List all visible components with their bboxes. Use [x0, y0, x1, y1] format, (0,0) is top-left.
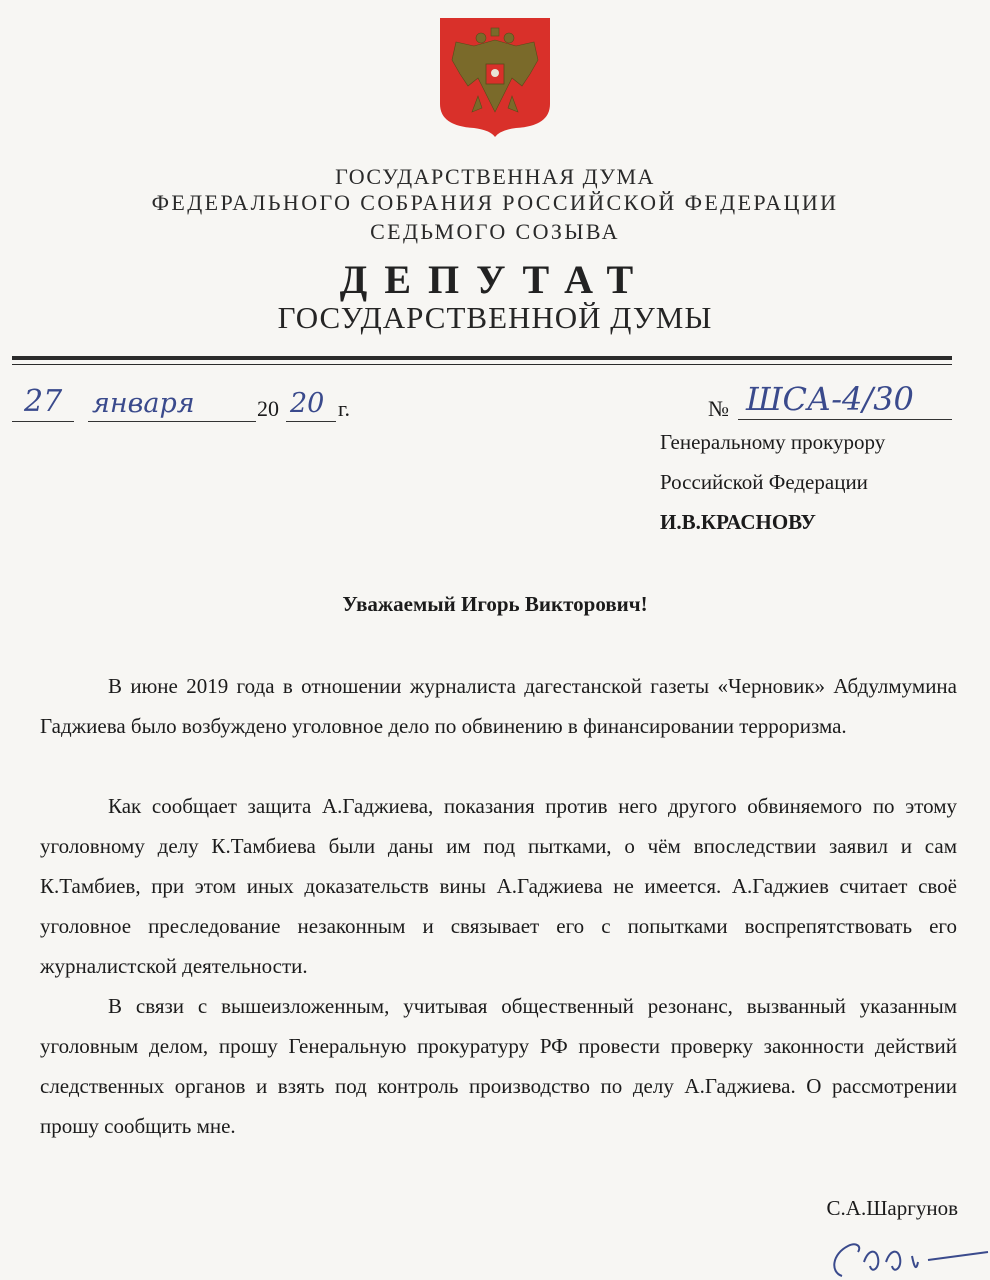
header-line-2: ФЕДЕРАЛЬНОГО СОБРАНИЯ РОССИЙСКОЙ ФЕДЕРАЦИИ — [151, 190, 839, 215]
salutation: Уважаемый Игорь Викторович! — [342, 592, 648, 616]
coat-of-arms-emblem — [438, 16, 552, 138]
date-year-prefix: 20 — [257, 396, 279, 421]
date-day-underline — [12, 421, 74, 422]
date-year-underline — [286, 421, 336, 422]
body-paragraph-2: Как сообщает защита А.Гаджиева, показания против него другого обвиняемого по этому уголовному делу К.Тамбиева были даны им под пытками, о чём впоследствии заявил и сам К.Тамбиев, при этом иных доказательств вины А.Гаджиева не имеется. А.Гаджиев считает своё уголовное преследование незаконным и связывает его с попытками воспрепятствовать его журналистской деятельности. — [40, 794, 957, 978]
header-line-3: СЕДЬМОГО СОЗЫВА — [370, 219, 620, 244]
date-month-handwritten: января — [92, 388, 195, 419]
date-year-handwritten: 20 — [290, 388, 325, 419]
header-line-1: ГОСУДАРСТВЕННАЯ ДУМА — [335, 164, 655, 189]
date-month-underline — [88, 421, 256, 422]
addressee-name: И.В.КРАСНОВУ — [660, 510, 816, 534]
signatory-name: С.А.Шаргунов — [826, 1196, 958, 1220]
handwritten-signature — [820, 1232, 990, 1280]
letterhead-title: ДЕПУТАТ — [339, 257, 651, 302]
number-sign: № — [708, 396, 729, 421]
date-day-handwritten: 27 — [24, 384, 63, 419]
outgoing-number-handwritten: ШСА-4/30 — [746, 380, 914, 418]
header-divider-thick — [12, 356, 952, 360]
body-paragraph-3: В связи с вышеизложенным, учитывая общественный резонанс, вызванный указанным уголовным делом, прошу Генеральную прокуратуру РФ провести проверку законности действий следственных органов и взять под контроль производство по делу А.Гаджиева. О рассмотрении прошу сообщить мне. — [40, 994, 957, 1138]
addressee-line-2: Российской Федерации — [660, 470, 868, 494]
number-underline — [738, 419, 952, 420]
date-suffix: г. — [338, 396, 351, 421]
addressee-line-1: Генеральному прокурору — [660, 430, 886, 454]
letterhead-subtitle: ГОСУДАРСТВЕННОЙ ДУМЫ — [277, 300, 713, 335]
header-divider-thin — [12, 364, 952, 365]
body-paragraph-1: В июне 2019 года в отношении журналиста дагестанской газеты «Черновик» Абдулмумина Гаджиева было возбуждено уголовное дело по обвинению в финансировании терроризма. — [40, 674, 957, 738]
